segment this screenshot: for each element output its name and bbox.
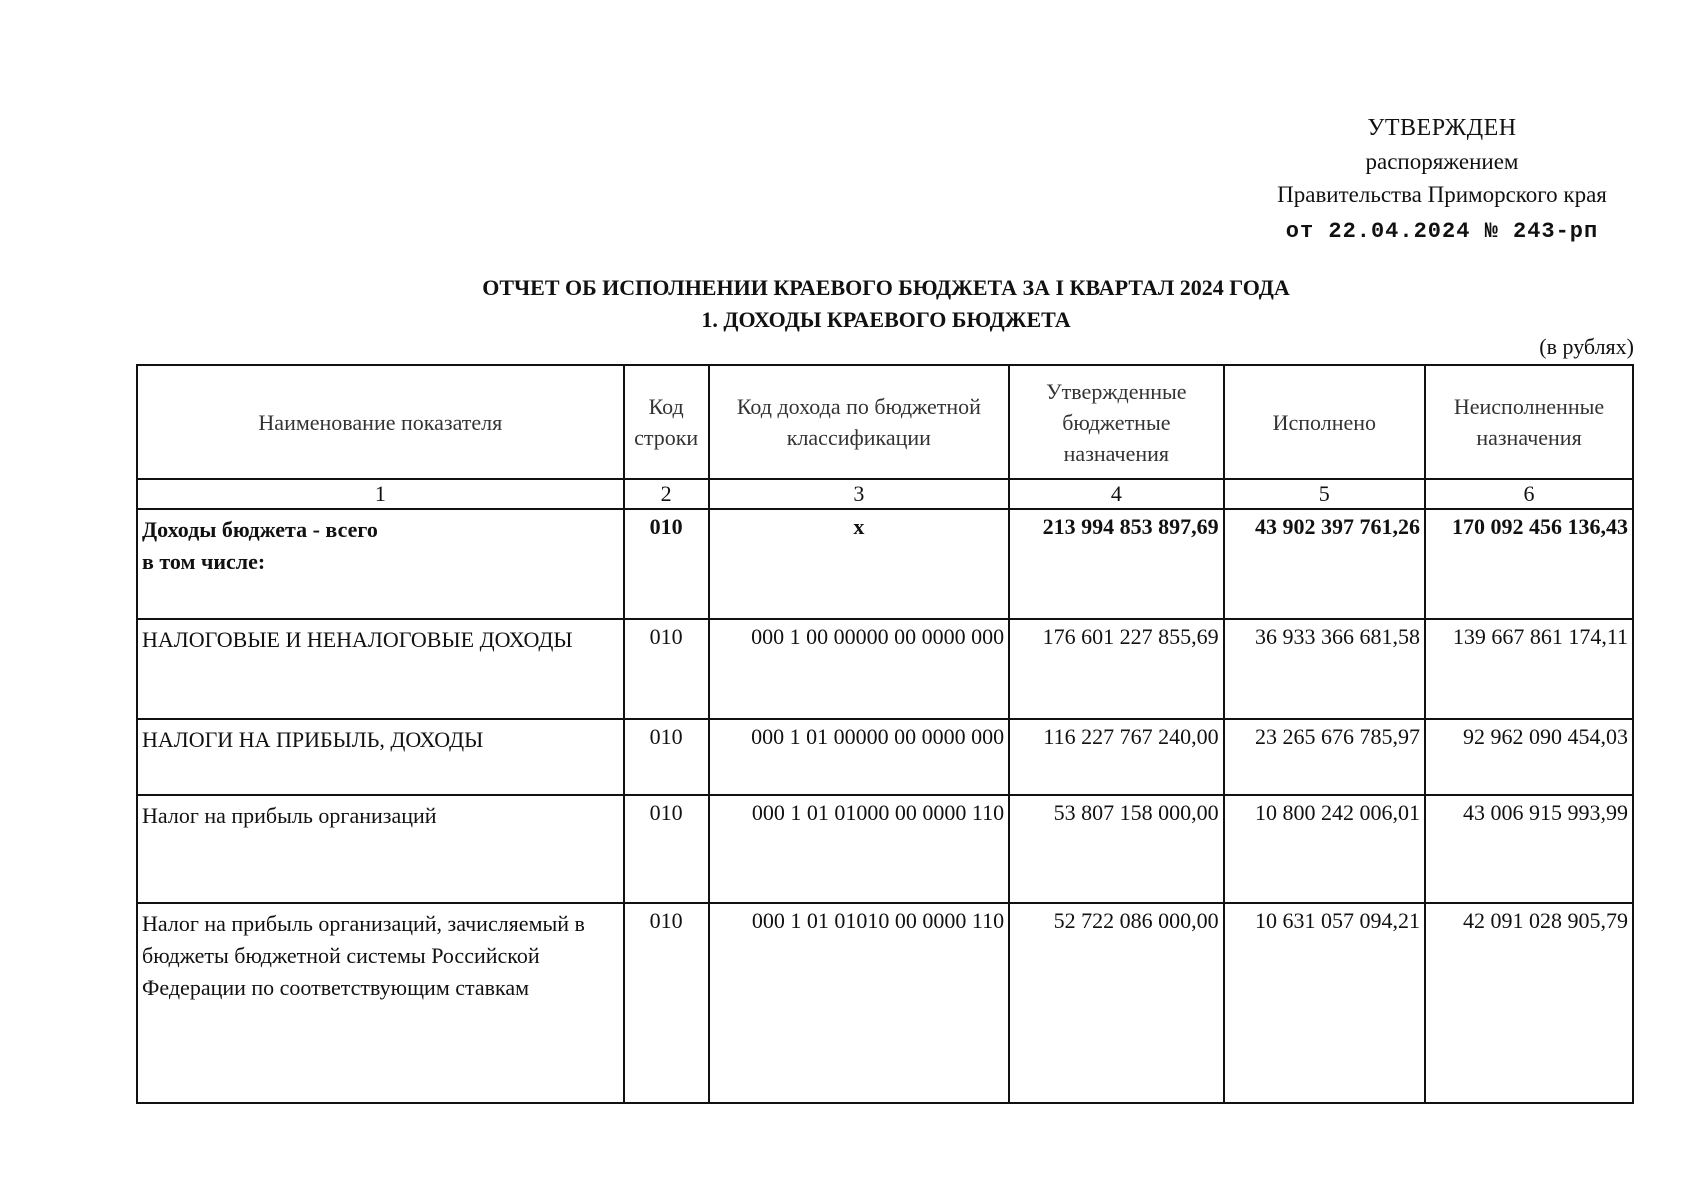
header-executed: Исполнено <box>1224 365 1425 479</box>
row-unexecuted: 170 092 456 136,43 <box>1425 509 1633 619</box>
row-approved: 213 994 853 897,69 <box>1009 509 1223 619</box>
column-number: 5 <box>1224 479 1425 509</box>
table-row <box>137 719 1633 795</box>
header-approved: Утвержденные бюджетные назначения <box>1009 365 1223 479</box>
row-executed: 10 800 242 006,01 <box>1224 795 1425 903</box>
row-approved: 53 807 158 000,00 <box>1009 795 1223 903</box>
row-executed: 10 631 057 094,21 <box>1224 903 1425 1103</box>
row-unexecuted: 139 667 861 174,11 <box>1425 619 1633 719</box>
row-code: 010 <box>624 509 709 619</box>
header-indicator-name: Наименование показателя <box>137 365 624 479</box>
row-unexecuted: 42 091 028 905,79 <box>1425 903 1633 1103</box>
row-name: НАЛОГОВЫЕ И НЕНАЛОГОВЫЕ ДОХОДЫ <box>137 619 624 719</box>
column-number: 6 <box>1425 479 1633 509</box>
row-name: Налог на прибыль организаций <box>137 795 624 903</box>
approval-order-number: от 22.04.2024 № 243-рп <box>1285 219 1599 244</box>
row-income-code: 000 1 01 01010 00 0000 110 <box>709 903 1010 1103</box>
row-name: Доходы бюджета - всего <box>142 517 378 542</box>
row-executed: 36 933 366 681,58 <box>1224 619 1425 719</box>
header-row-code: Код строки <box>624 365 709 479</box>
document-title: ОТЧЕТ ОБ ИСПОЛНЕНИИ КРАЕВОГО БЮДЖЕТА ЗА I КВАРТАЛ 2024 ГОДА <box>482 275 1290 300</box>
table-row-total <box>137 509 1633 619</box>
header-unexecuted: Неисполненные назначения <box>1425 365 1633 479</box>
approval-line-order: распоряжением <box>1365 149 1519 174</box>
table-header-row <box>137 365 1633 479</box>
row-income-code: 000 1 00 00000 00 0000 000 <box>709 619 1010 719</box>
row-code: 010 <box>624 619 709 719</box>
row-income-code: 000 1 01 01000 00 0000 110 <box>709 795 1010 903</box>
row-unexecuted: 92 962 090 454,03 <box>1425 719 1633 795</box>
table-row <box>137 903 1633 1103</box>
row-executed: 23 265 676 785,97 <box>1224 719 1425 795</box>
table-row <box>137 795 1633 903</box>
document-titles <box>136 272 1636 336</box>
column-number: 2 <box>624 479 709 509</box>
row-code: 010 <box>624 903 709 1103</box>
row-name-cell <box>137 509 624 619</box>
income-table <box>136 364 1634 1104</box>
units-note: (в рублях) <box>1539 334 1634 359</box>
row-approved: 116 227 767 240,00 <box>1009 719 1223 795</box>
column-number: 4 <box>1009 479 1223 509</box>
row-name: НАЛОГИ НА ПРИБЫЛЬ, ДОХОДЫ <box>137 719 624 795</box>
approval-title: УТВЕРЖДЕН <box>1367 115 1517 141</box>
header-income-code: Код дохода по бюджетной классификации <box>709 365 1010 479</box>
row-approved: 176 601 227 855,69 <box>1009 619 1223 719</box>
column-number: 1 <box>137 479 624 509</box>
approval-line-government: Правительства Приморского края <box>1277 182 1607 207</box>
row-approved: 52 722 086 000,00 <box>1009 903 1223 1103</box>
row-code: 010 <box>624 795 709 903</box>
row-name: Налог на прибыль организаций, зачисляемый в бюджеты бюджетной системы Российской Федерации по соответствующим ставкам <box>137 903 624 1103</box>
row-unexecuted: 43 006 915 993,99 <box>1425 795 1633 903</box>
row-income-code: x <box>709 509 1010 619</box>
row-executed: 43 902 397 761,26 <box>1224 509 1425 619</box>
row-income-code: 000 1 01 00000 00 0000 000 <box>709 719 1010 795</box>
approval-block <box>1252 112 1632 248</box>
document-subtitle: 1. ДОХОДЫ КРАЕВОГО БЮДЖЕТА <box>701 307 1071 332</box>
table-row <box>137 619 1633 719</box>
column-number: 3 <box>709 479 1010 509</box>
row-name-note: в том числе: <box>142 549 266 574</box>
row-code: 010 <box>624 719 709 795</box>
column-number-row <box>137 479 1633 509</box>
